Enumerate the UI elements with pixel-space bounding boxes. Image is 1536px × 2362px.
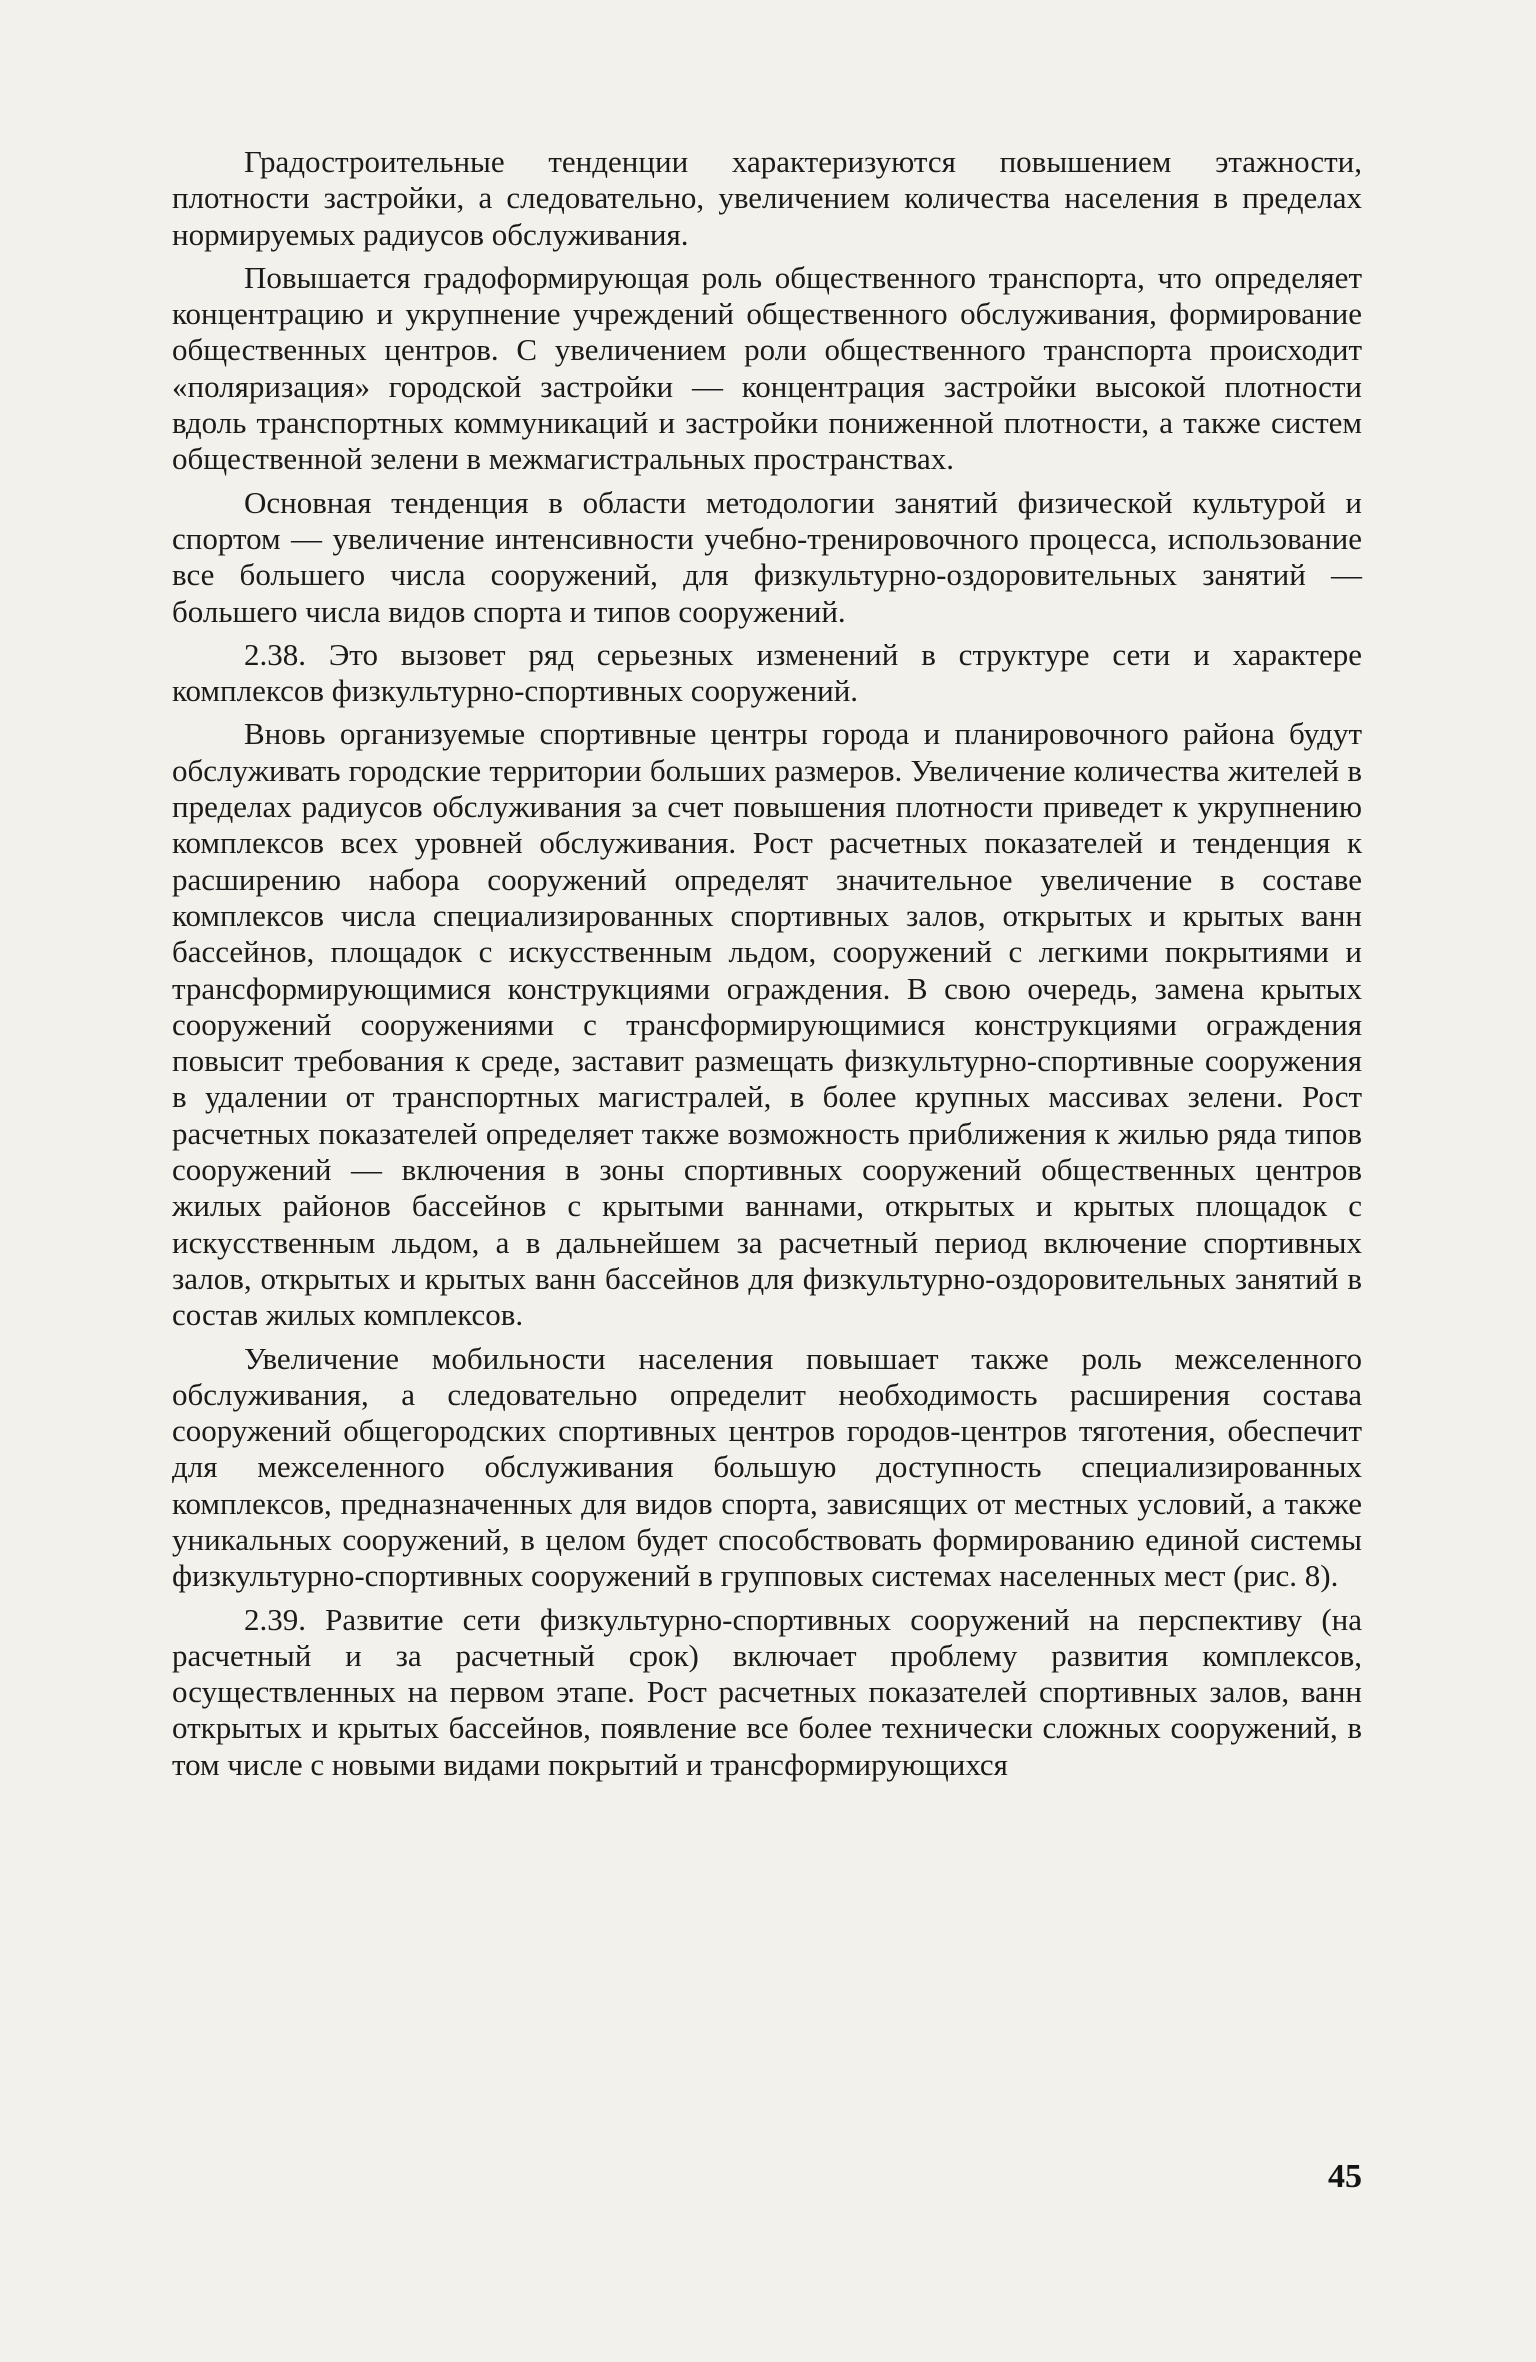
paragraph-section-2-39: 2.39. Развитие сети физкультурно-спортивных сооружений на перспективу (на расчетный и за расчетный срок) включает проблему развития комплексов, осуществленных на первом этапе. Рост расчетных показателей спортивных залов, ванн открытых и крытых бассейнов, появление все более технически сложных сооружений, в том числе с новыми видами покрытий и трансформирующихся xyxy=(172,1601,1362,1782)
paragraph-sport-centers: Вновь организуемые спортивные центры города и планировочного района будут обслуживать городские территории больших размеров. Увеличение количества жителей в пределах радиусов обслуживания за счет повышения плотности приведет к укрупнению комплексов всех уровней обслуживания. Рост расчетных показателей и тенденция к расширению набора сооружений определят значительное увеличение в составе комплексов числа специализированных спортивных залов, открытых и крытых ванн бассейнов, площадок с искусственным льдом, сооружений с легкими покрытиями и трансформирующимися конструкциями ограждения. В свою очередь, замена крытых сооружений сооружениями с трансформирующимися конструкциями ограждения повысит требования к среде, заставит размещать физкультурно-спортивные сооружения в удалении от транспортных магистралей, в более крупных массивах зелени. Рост расчетных показателей определяет также возможность приближения к жилью ряда типов сооружений — включения в зоны спортивных сооружений общественных центров жилых районов бассейнов с крытыми ваннами, открытых и крытых площадок с искусственным льдом, а в дальнейшем за расчетный период включение спортивных залов, открытых и крытых ванн бассейнов для физкультурно-оздоровительных занятий в состав жилых комплексов. xyxy=(172,716,1362,1333)
paragraph-urban-trends: Градостроительные тенденции характеризуются повышением этажности, плотности застройки, а следовательно, увеличением количества населения в пределах нормируемых радиусов обслуживания. xyxy=(172,144,1362,252)
document-page xyxy=(172,144,1362,1790)
paragraph-section-2-38: 2.38. Это вызовет ряд серьезных изменений в структуре сети и характере комплексов физкультурно-спортивных сооружений. xyxy=(172,636,1362,709)
paragraph-transport-role: Повышается градоформирующая роль общественного транспорта, что определяет концентрацию и укрупнение учреждений общественного обслуживания, формирование общественных центров. С увеличением роли общественного транспорта происходит «поляризация» городской застройки — концентрация застройки высокой плотности вдоль транспортных коммуникаций и застройки пониженной плотности, а также систем общественной зелени в межмагистральных пространствах. xyxy=(172,259,1362,477)
paragraph-methodology: Основная тенденция в области методологии занятий физической культурой и спортом — увеличение интенсивности учебно-тренировочного процесса, использование все большего числа сооружений, для физкультурно-оздоровительных занятий — большего числа видов спорта и типов сооружений. xyxy=(172,484,1362,629)
paragraph-mobility: Увеличение мобильности населения повышает также роль межселенного обслуживания, а следовательно определит необходимость расширения состава сооружений общегородских спортивных центров городов-центров тяготения, обеспечит для межселенного обслуживания большую доступность специализированных комплексов, предназначенных для видов спорта, зависящих от местных условий, а также уникальных сооружений, в целом будет способствовать формированию единой системы физкультурно-спортивных сооружений в групповых системах населенных мест (рис. 8). xyxy=(172,1340,1362,1594)
page-number: 45 xyxy=(1328,2158,1362,2195)
